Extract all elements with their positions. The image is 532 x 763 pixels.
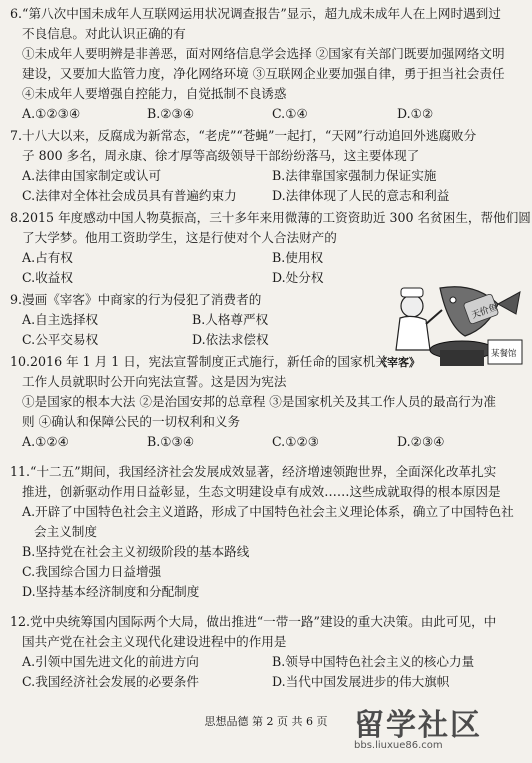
option-d: D.法律体现了人民的意志和利益 — [272, 188, 450, 203]
option-c: C.①④ — [272, 106, 308, 121]
options-row — [10, 652, 522, 672]
option-c: C.公平交易权 — [22, 332, 99, 347]
question-text: 6.“第八次中国未成年人互联网运用状况调查报告”显示，超九成未成年人在上网时遇到过 — [10, 6, 501, 21]
cartoon-title: 《宰客》 — [376, 356, 420, 369]
option-d: D.处分权 — [272, 270, 324, 285]
question-text: 7.十八大以来，反腐成为新常态，“老虎”“苍蝇”一起打，“天网”行动追回外逃腐败分 — [10, 128, 477, 143]
option-a: A.①②④ — [22, 434, 69, 449]
fish-label: 天价鱼 — [470, 302, 500, 322]
options-row — [10, 432, 522, 452]
option-a: A.自主选择权 — [22, 312, 99, 327]
question-7 — [10, 126, 522, 206]
option-c: C.我国经济社会发展的必要条件 — [22, 674, 199, 689]
watermark-url: bbs.liuxue86.com — [354, 740, 443, 751]
options-row — [10, 166, 522, 186]
page-footer: 思想品德 第 2 页 共 6 页 — [204, 715, 328, 728]
option-a: A.开辟了中国特色社会主义道路，形成了中国特色社会主义理论体系，确立了中国特色社 — [22, 504, 514, 519]
question-text: 国共产党在社会主义现代化建设进程中的作用是 — [22, 634, 287, 649]
question-text: 推进，创新驱动作用日益彰显，生态文明建设卓有成效……这些成就取得的根本原因是 — [22, 484, 501, 499]
question-text: 10.2016 年 1 月 1 日，宪法宣誓制度正式施行，新任命的国家机关 — [10, 354, 388, 369]
option-b: B.坚持党在社会主义初级阶段的基本路线 — [22, 544, 250, 559]
option-b: B.领导中国特色社会主义的核心力量 — [272, 654, 475, 669]
statement: 建设，又要加大监管力度，净化网络环境 ③互联网企业要加强自律，勇于担当社会责任 — [22, 66, 505, 81]
statement: ④未成年人要增强自控能力，自觉抵制不良诱惑 — [22, 86, 287, 101]
question-text: 子 800 多名，周永康、徐才厚等高级领导干部纷纷落马，这主要体现了 — [22, 148, 420, 163]
question-text: 12.党中央统筹国内国际两个大局，做出推进“一带一路”建设的重大决策。由此可见，中 — [10, 614, 497, 629]
option-a: A.引领中国先进文化的前进方向 — [22, 654, 199, 669]
watermark — [354, 700, 524, 755]
option-b: B.②③④ — [147, 106, 195, 121]
cartoon-sign: 某餐馆 — [491, 349, 517, 359]
question-8 — [10, 208, 531, 288]
question-text: 9.漫画《宰客》中商家的行为侵犯了消费者的 — [10, 292, 262, 307]
options-row — [10, 330, 370, 350]
option-d: D.依法求偿权 — [192, 332, 269, 347]
option-d: D.坚持基本经济制度和分配制度 — [22, 584, 200, 599]
question-text: 不良信息。对此认识正确的有 — [22, 26, 186, 41]
option-b: B.①③④ — [147, 434, 195, 449]
statement: ①是国家的根本大法 ②是治国安邦的总章程 ③是国家机关及其工作人员的最高行为准 — [22, 394, 496, 409]
question-11 — [10, 462, 522, 602]
option-d: D.①② — [397, 106, 434, 121]
option-b: B.使用权 — [272, 250, 324, 265]
options-row — [10, 248, 522, 268]
watermark-brand: 留学社区 — [354, 708, 482, 743]
option-c: C.法律对全体社会成员具有普遍约束力 — [22, 188, 237, 203]
question-9 — [10, 290, 370, 350]
question-12 — [10, 612, 522, 692]
question-10 — [10, 352, 522, 452]
question-text: 了大学梦。他用工资助学生，这是行使对个人合法财产的 — [22, 230, 337, 245]
options-row — [10, 310, 370, 330]
option-c: C.我国综合国力日益增强 — [22, 564, 162, 579]
question-text: 11.“十二五”期间，我国经济社会发展成效显著，经济增速领跑世界，全面深化改革扎实 — [10, 464, 497, 479]
option-a-cont: 会主义制度 — [34, 524, 97, 539]
question-6 — [10, 4, 522, 124]
options-row — [10, 186, 522, 206]
option-b: B.法律靠国家强制力保证实施 — [272, 168, 437, 183]
question-text: 8.2015 年度感动中国人物莫振高，三十多年来用微薄的工资资助近 300 名贫困生，帮他们圆 — [10, 210, 531, 225]
option-c: C.收益权 — [22, 270, 73, 285]
statement: ①未成年人要明辨是非善恶，面对网络信息学会选择 ②国家有关部门既要加强网络文明 — [22, 46, 505, 61]
options-row — [10, 672, 522, 692]
option-b: B.人格尊严权 — [192, 312, 269, 327]
options-row — [10, 104, 522, 124]
option-c: C.①②③ — [272, 434, 320, 449]
option-a: A.法律由国家制定或认可 — [22, 168, 162, 183]
option-a: A.占有权 — [22, 250, 73, 265]
question-text: 工作人员就职时公开向宪法宣誓。这是因为宪法 — [22, 374, 287, 389]
statement: 则 ④确认和保障公民的一切权利和义务 — [22, 414, 241, 429]
option-d: D.当代中国发展进步的伟大旗帜 — [272, 674, 450, 689]
option-a: A.①②③④ — [22, 106, 81, 121]
option-d: D.②③④ — [397, 434, 445, 449]
